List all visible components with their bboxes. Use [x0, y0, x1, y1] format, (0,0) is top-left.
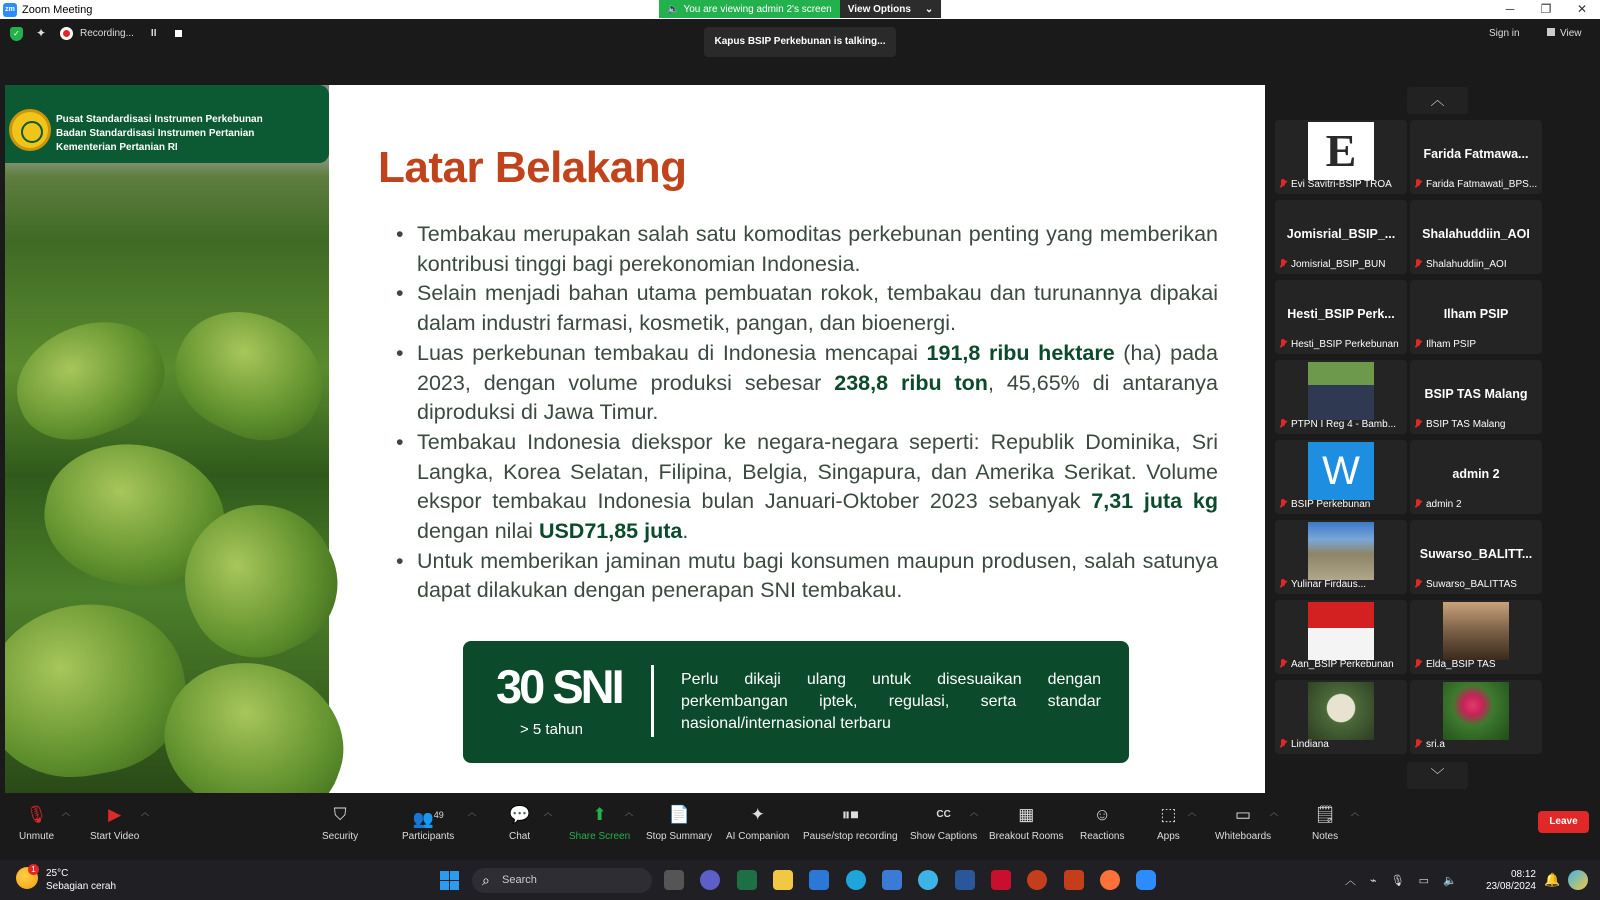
ai-companion-button[interactable]: [726, 805, 789, 842]
edge-icon[interactable]: [846, 870, 866, 890]
record-dot-icon: [60, 27, 73, 40]
organization-header: [5, 85, 329, 163]
smiley-icon: ☺: [1093, 805, 1111, 824]
participant-tile[interactable]: [1410, 520, 1542, 594]
show-captions-button[interactable]: [910, 805, 977, 842]
audio-options-caret[interactable]: ︿: [62, 808, 70, 817]
participant-display-name: Hesti_BSIP Perk...: [1287, 307, 1395, 321]
mic-muted-icon: [1279, 419, 1287, 430]
whiteboards-button[interactable]: [1215, 805, 1271, 842]
participants-count: 49: [433, 810, 444, 820]
ministry-emblem-icon: [9, 109, 51, 151]
taskbar-search-box[interactable]: ⌕ Search: [472, 868, 652, 893]
mcafee-icon[interactable]: [991, 870, 1011, 890]
participant-tile[interactable]: [1275, 200, 1407, 274]
participants-button[interactable]: [402, 805, 454, 842]
mic-muted-icon: [1414, 339, 1422, 350]
recording-indicator: [60, 27, 182, 40]
participant-label-text: Jomisrial_BSIP_BUN: [1291, 259, 1386, 270]
mic-muted-icon: [1414, 179, 1422, 190]
mic-muted-icon: [1414, 739, 1422, 750]
participant-tile[interactable]: [1410, 600, 1542, 674]
chevron-up-icon[interactable]: ︿: [1345, 875, 1356, 887]
participant-name-label: [1414, 259, 1507, 270]
clock-date: 23/08/2024: [1485, 881, 1536, 892]
participant-name-label: [1279, 579, 1366, 590]
share-screen-button[interactable]: [569, 805, 630, 842]
apps-label: Apps: [1157, 831, 1180, 842]
participants-label: Participants: [402, 831, 455, 842]
bullet-text: dengan nilai: [417, 519, 539, 544]
participant-label-text: Aan_BSIP Perkebunan: [1291, 659, 1394, 670]
participant-label-text: Yulinar Firdaus...: [1291, 579, 1367, 590]
participant-label-text: Elda_BSIP TAS: [1426, 659, 1496, 670]
whiteboards-options-caret[interactable]: ︿: [1270, 808, 1278, 817]
mic-muted-icon: [1279, 259, 1287, 270]
participant-label-text: Farida Fatmawati_BPS...: [1426, 179, 1538, 190]
mic-muted-icon: [1414, 499, 1422, 510]
participant-tile[interactable]: [1275, 280, 1407, 354]
participant-name-label: [1414, 659, 1496, 670]
participant-display-name: BSIP TAS Malang: [1424, 387, 1528, 401]
teams-icon[interactable]: [700, 870, 720, 890]
participant-tile[interactable]: [1410, 280, 1542, 354]
highlight-production: 238,8 ribu ton: [834, 370, 988, 395]
pause-stop-recording-label: Pause/stop recording: [803, 831, 898, 842]
participant-tile[interactable]: [1410, 440, 1542, 514]
word-icon[interactable]: [955, 870, 975, 890]
meeting-toolbar: [0, 795, 1600, 860]
summary-doc-icon: 📄: [668, 805, 690, 824]
zoom-logo-icon: zm: [3, 3, 17, 17]
notes-icon: 🗒: [1314, 805, 1336, 824]
chevron-down-icon: ⌄: [924, 3, 934, 15]
share-options-caret[interactable]: ︿: [625, 808, 633, 817]
sni-description: Perlu dikaji ulang untuk disesuaikan dengan perkembangan iptek, regulasi, serta standar nasional/internasional terbaru: [681, 671, 1101, 732]
taskbar-clock[interactable]: [1484, 869, 1536, 893]
weather-temp: 25°C: [46, 868, 69, 879]
reactions-label: Reactions: [1080, 831, 1125, 842]
encryption-shield-icon[interactable]: ✓: [10, 27, 23, 41]
slide-title: Latar Belakang: [378, 143, 687, 192]
bullet-item: [396, 339, 1218, 428]
participant-display-name: Ilham PSIP: [1443, 307, 1509, 321]
participant-tile[interactable]: [1410, 200, 1542, 274]
apps-icon: ⬚: [1160, 805, 1177, 824]
share-screen-icon: ⬆: [592, 805, 607, 824]
pause-recording-button[interactable]: II: [150, 28, 157, 39]
bullet-text: , 45,65% di antaranya diproduksi di Jawa Timur.: [417, 370, 1218, 425]
mic-muted-icon: [1414, 259, 1422, 270]
share-banner: [659, 0, 941, 18]
bullet-text: Luas perkebunan tembakau di Indonesia mencapai: [417, 340, 927, 365]
file-explorer-icon[interactable]: [773, 870, 793, 890]
viewing-text: You are viewing admin 2's screen: [683, 3, 832, 15]
participant-label-text: Lindiana: [1291, 739, 1329, 750]
mic-muted-icon: [1414, 659, 1422, 670]
participant-avatar: W: [1308, 442, 1374, 500]
weather-desc: Sebagian cerah: [46, 881, 117, 892]
bullet-text: Tembakau Indonesia diekspor ke negara-negara seperti: Republik Dominika, Sri Langka, Korea Selatan, Filipina, Belgia, Singapura, dan Amerika Serikat. Volume ekspor tembakau Indonesia bulan Januari-Oktober 2023 sebanyak: [417, 429, 1218, 514]
bullet-item: [396, 428, 1218, 547]
participant-display-name: Suwarso_BALITT...: [1419, 547, 1533, 561]
clock-time: 08:12: [1510, 869, 1536, 880]
tobacco-field-photo: [5, 85, 329, 793]
callout-divider: [651, 665, 654, 737]
bullet-list: [396, 220, 1218, 606]
windows-taskbar: [0, 860, 1600, 900]
mic-muted-icon: [1279, 499, 1287, 510]
window-title: Zoom Meeting: [22, 3, 93, 16]
mic-muted-icon: [1279, 659, 1287, 670]
apps-button[interactable]: [1157, 805, 1180, 842]
microphone-icon[interactable]: 🎙: [1390, 874, 1405, 887]
participant-label-text: admin 2: [1426, 499, 1462, 510]
participant-name-label: [1279, 339, 1399, 350]
chat-label: Chat: [509, 831, 531, 842]
video-off-icon: ▶: [108, 805, 122, 824]
zoom-taskbar-icon[interactable]: [1136, 870, 1156, 890]
participant-label-text: PTPN I Reg 4 - Bamb...: [1291, 419, 1397, 430]
gallery-down-button[interactable]: ﹀: [1407, 762, 1468, 789]
view-options-label: View Options: [847, 3, 911, 15]
participant-display-name: Shalahuddiin_AOI: [1422, 227, 1530, 241]
reactions-button[interactable]: [1080, 805, 1124, 842]
chat-bubble-icon: 💬: [509, 805, 531, 824]
mic-muted-icon: [1279, 179, 1287, 190]
highlight-export-volume: 7,31 juta kg: [1091, 489, 1218, 514]
participant-tile[interactable]: [1275, 360, 1407, 434]
chat-options-caret[interactable]: ︿: [544, 808, 552, 817]
copilot-tray-icon[interactable]: [1568, 870, 1588, 890]
show-captions-label: Show Captions: [910, 831, 978, 842]
recording-label: Recording...: [80, 28, 134, 39]
mail-app-icon[interactable]: [809, 870, 829, 890]
view-grid-icon: [1547, 28, 1555, 36]
participant-label-text: BSIP Perkebunan: [1291, 499, 1371, 510]
participant-avatar: [1308, 602, 1374, 660]
org-line-3: Kementerian Pertanian RI: [56, 142, 178, 153]
notes-button[interactable]: [1312, 805, 1338, 842]
mic-muted-icon: 🎙: [25, 805, 48, 824]
participant-label-text: sri.a: [1426, 739, 1445, 750]
powerpoint-icon[interactable]: [1027, 870, 1047, 890]
speaker-icon: 🔈: [667, 3, 680, 15]
mic-muted-icon: [1414, 579, 1422, 590]
participant-label-text: Evi Savitri-BSIP TROA: [1291, 179, 1392, 190]
bullet-item: • Tembakau merupakan salah satu komoditas perkebunan penting yang memberikan kontribusi tinggi bagi perekonomian Indonesia.: [396, 220, 1218, 279]
participant-tile[interactable]: [1275, 440, 1407, 514]
participant-tile[interactable]: [1275, 520, 1407, 594]
participant-avatar: [1308, 362, 1374, 420]
participant-display-name: Jomisrial_BSIP_...: [1286, 227, 1396, 241]
participant-avatar: [1443, 602, 1509, 660]
unmute-label: Unmute: [19, 831, 55, 842]
start-video-label: Start Video: [90, 831, 140, 842]
participant-tile[interactable]: [1410, 360, 1542, 434]
participant-label-text: Hesti_BSIP Perkebunan: [1291, 339, 1399, 350]
excel-icon[interactable]: [737, 870, 757, 890]
participant-gallery: [1286, 85, 1600, 793]
participant-avatar: [1443, 682, 1509, 740]
mic-muted-icon: [1279, 339, 1287, 350]
network-icon[interactable]: ⌁: [1370, 874, 1377, 887]
volume-icon[interactable]: 🔈: [1443, 874, 1457, 887]
restore-button[interactable]: ❐: [1540, 2, 1552, 16]
bullet-item: • Selain menjadi bahan utama pembuatan rokok, tembakau dan turunannya dipakai dalam industri farmasi, kosmetik, pangan, dan bioenergi.: [396, 279, 1218, 338]
participant-tile[interactable]: [1275, 600, 1407, 674]
weather-widget[interactable]: [16, 867, 116, 893]
whiteboards-label: Whiteboards: [1215, 831, 1272, 842]
breakout-grid-icon: ▦: [1018, 805, 1035, 824]
participant-name-label: [1279, 659, 1394, 670]
participant-display-name: Farida Fatmawa...: [1423, 147, 1529, 161]
captions-icon: CC: [936, 809, 951, 820]
ai-spark-icon[interactable]: ✦: [36, 26, 47, 40]
pdf-reader-icon[interactable]: [1064, 870, 1084, 890]
participant-tile[interactable]: [1410, 680, 1542, 754]
sni-age: > 5 tahun: [520, 721, 583, 738]
participant-tile[interactable]: [1410, 120, 1542, 194]
participant-display-name: admin 2: [1452, 467, 1500, 481]
unmute-button[interactable]: [19, 805, 54, 842]
video-options-caret[interactable]: ︿: [141, 808, 149, 817]
stop-recording-button[interactable]: [175, 30, 182, 37]
participant-name-label: [1279, 259, 1385, 270]
participant-name-label: [1279, 739, 1329, 750]
shield-icon: ⛉: [333, 805, 347, 824]
view-options-button[interactable]: [840, 0, 942, 18]
view-label: View: [1560, 28, 1582, 39]
participant-avatar: [1308, 522, 1374, 580]
pause-stop-icon: ⏸⏹: [841, 805, 859, 824]
firefox-icon[interactable]: [1100, 870, 1120, 890]
mic-muted-icon: [1414, 419, 1422, 430]
viewing-screen-indicator: [659, 0, 840, 18]
copilot-icon[interactable]: [918, 870, 938, 890]
display-icon[interactable]: ▭: [1418, 874, 1429, 887]
breakout-rooms-label: Breakout Rooms: [989, 831, 1064, 842]
participant-name-label: [1414, 339, 1476, 350]
participant-label-text: Ilham PSIP: [1426, 339, 1477, 350]
windows-start-icon[interactable]: [440, 871, 459, 890]
start-video-button[interactable]: [90, 805, 139, 842]
notification-bell-icon[interactable]: 🔔: [1544, 872, 1561, 887]
participant-tile[interactable]: [1275, 120, 1407, 194]
bullet-text: (ha) pada 2023, dengan volume produksi sebesar: [417, 340, 1218, 395]
participant-avatar: [1308, 682, 1374, 740]
participant-name-label: [1414, 179, 1537, 190]
bullet-text: .: [682, 519, 689, 544]
shared-screen-slide: [5, 85, 1265, 793]
sni-count: 30 SNI: [496, 660, 622, 713]
bullet-item: • Untuk memberikan jaminan mutu bagi konsumen maupun produsen, salah satunya dapat dilakukan dengan penerapan SNI tembakau.: [396, 547, 1218, 606]
participant-tile[interactable]: [1275, 680, 1407, 754]
meeting-top-bar: [0, 19, 1600, 84]
stop-summary-label: Stop Summary: [646, 831, 713, 842]
participant-name-label: [1414, 739, 1445, 750]
leave-button[interactable]: Leave: [1538, 811, 1589, 833]
minimize-button[interactable]: ─: [1505, 2, 1515, 16]
sni-callout: [463, 641, 1129, 763]
store-icon[interactable]: [882, 870, 902, 890]
ai-companion-label: AI Companion: [726, 831, 790, 842]
participant-name-label: [1279, 499, 1370, 510]
apps-options-caret[interactable]: ︿: [1188, 808, 1196, 817]
view-button[interactable]: [1547, 28, 1582, 39]
ai-sparkle-icon: ✦: [750, 805, 765, 824]
participants-options-caret[interactable]: ︿: [468, 808, 476, 817]
share-screen-label: Share Screen: [569, 831, 631, 842]
captions-options-caret[interactable]: ︿: [970, 808, 978, 817]
participant-name-label: [1414, 499, 1462, 510]
sign-in-button[interactable]: Sign in: [1489, 28, 1520, 39]
participant-name-label: [1414, 419, 1506, 430]
highlight-export-value: USD71,85 juta: [538, 519, 683, 544]
mic-muted-icon: [1279, 579, 1287, 590]
participant-avatar: E: [1308, 122, 1374, 180]
stop-summary-button[interactable]: [646, 805, 712, 842]
participant-name-label: [1279, 179, 1392, 190]
task-view-icon[interactable]: [664, 870, 684, 890]
weather-badge: 1: [28, 864, 39, 875]
gallery-up-button[interactable]: ︿: [1407, 87, 1468, 114]
notes-options-caret[interactable]: ︿: [1351, 808, 1359, 817]
mic-muted-icon: [1279, 739, 1287, 750]
participant-label-text: Shalahuddiin_AOI: [1426, 259, 1507, 270]
weather-sun-icon: [16, 867, 38, 889]
participants-icon: 👥$^{49}$: [412, 809, 444, 829]
participant-name-label: [1279, 419, 1396, 430]
chat-button[interactable]: [509, 805, 530, 842]
participant-label-text: Suwarso_BALITTAS: [1426, 579, 1517, 590]
notes-label: Notes: [1312, 831, 1339, 842]
highlight-area: 191,8 ribu hektare: [926, 340, 1115, 365]
participant-name-label: [1414, 579, 1517, 590]
window-controls: [1492, 0, 1600, 19]
close-button[interactable]: ✕: [1576, 2, 1588, 16]
pause-stop-recording-button[interactable]: [803, 805, 898, 842]
system-tray: [1345, 860, 1457, 900]
whiteboard-icon: ▭: [1235, 805, 1252, 824]
org-line-1: Pusat Standardisasi Instrumen Perkebunan: [56, 114, 263, 125]
security-label: Security: [322, 831, 359, 842]
active-speaker-toast: Kapus BSIP Perkebunan is talking...: [704, 27, 896, 57]
security-button[interactable]: [322, 805, 358, 842]
participant-label-text: BSIP TAS Malang: [1426, 419, 1506, 430]
breakout-rooms-button[interactable]: [989, 805, 1063, 842]
org-line-2: Badan Standardisasi Instrumen Pertanian: [56, 128, 255, 139]
